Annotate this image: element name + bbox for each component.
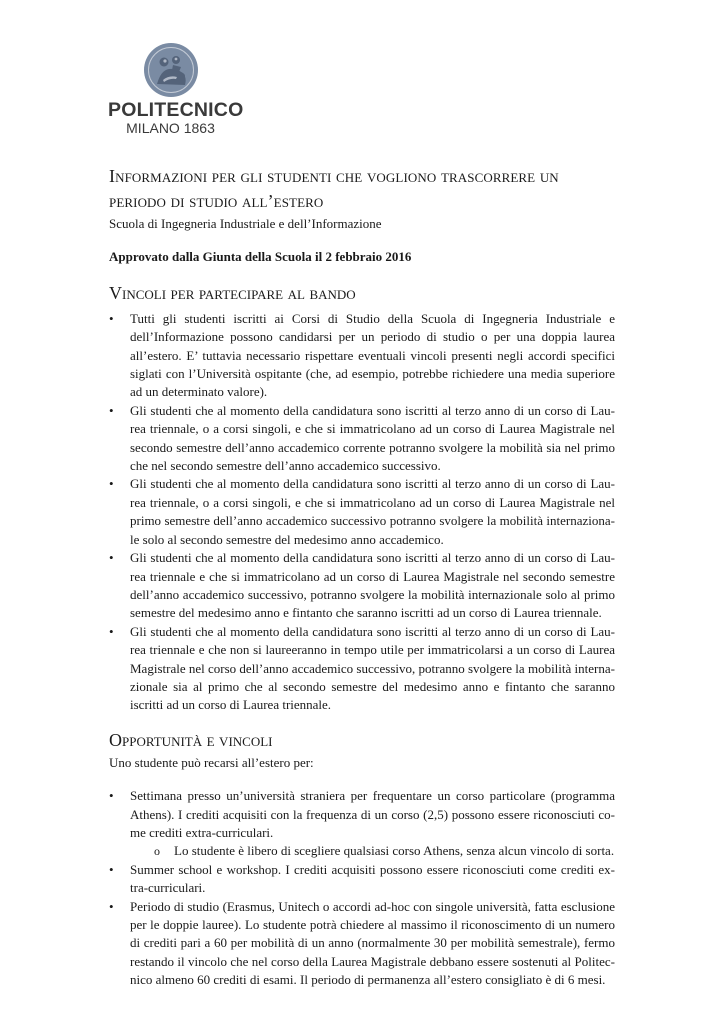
section-heading-vincoli: Vincoli per partecipare al bando bbox=[109, 282, 356, 303]
bullet-icon: • bbox=[109, 310, 114, 326]
logo-name: POLITECNICO bbox=[108, 99, 244, 121]
list-item bbox=[109, 549, 615, 623]
list-item-text: Summer school e workshop. I crediti acquisiti possono essere riconosciuti come crediti extra-curriculari. bbox=[130, 861, 615, 896]
list-item bbox=[109, 402, 615, 476]
list-item bbox=[109, 475, 615, 549]
sub-list-item bbox=[109, 842, 615, 860]
bullet-icon: • bbox=[109, 898, 114, 914]
list-item-text: Gli studenti che al momento della candidatura sono iscritti al terzo anno di un corso di Laurea triennale e che si immatricolano ad un corso di Laurea Magistrale nel secondo semestre dell’anno accademico successivo, potranno svolgere la mobilità internazionale solo al primo semestre del medesimo anno e fintanto che saranno iscritti ad un corso di Laurea triennale. bbox=[130, 550, 615, 621]
university-logo bbox=[108, 42, 244, 136]
list-item-text: Settimana presso un’università straniera per frequentare un corso particolare (programma Athens). I crediti acquisiti con la frequenza di un corso (2,5) possono essere riconosciuti come crediti extra-curriculari. bbox=[130, 788, 615, 840]
bullet-icon: • bbox=[109, 550, 114, 566]
list-item bbox=[109, 623, 615, 715]
bullet-icon: • bbox=[109, 476, 114, 492]
bullet-icon: • bbox=[109, 788, 114, 804]
list-item bbox=[109, 898, 615, 990]
bullet-icon: • bbox=[109, 861, 114, 877]
list-item-text: Gli studenti che al momento della candidatura sono iscritti al terzo anno di un corso di Laurea triennale, o a corsi singoli, e che si immatricolano ad un corso di Laurea Magistrale nel secondo semestre dell’anno accademico corrente potranno svolgere la mobilità sia nel primo che nel secondo semestre dell’anno accademico successivo. bbox=[130, 402, 615, 474]
approval-note: Approvato dalla Giunta della Scuola il 2 febbraio 2016 bbox=[109, 249, 412, 265]
list-item-text: Gli studenti che al momento della candidatura sono iscritti al terzo anno di un corso di Laurea triennale, o a corsi singoli, e che si immatricolano ad un corso di Laurea Magistrale nel primo semestre dell’anno accademico successivo potranno svolgere la mobilità internazionale solo al secondo semestre del medesimo anno accademico. bbox=[130, 476, 615, 547]
list-item bbox=[109, 787, 615, 842]
school-name: Scuola di Ingegneria Industriale e dell’Informazione bbox=[109, 216, 382, 231]
circle-bullet-icon: o bbox=[154, 844, 160, 859]
document-title: Informazioni per gli studenti che vogliono trascorrere un periodo di studio all’estero bbox=[109, 166, 559, 211]
bullet-icon: • bbox=[109, 402, 114, 418]
bullet-icon: • bbox=[109, 623, 114, 639]
university-seal-icon bbox=[143, 42, 199, 98]
list-item-text: Periodo di studio (Erasmus, Unitech o accordi ad-hoc con singole università, fatta esclusione per le doppie lauree). Lo studente potrà chiedere al massimo il riconoscimento di un numero di crediti pari a 60 per mobilità di un anno (normalmente 30 per mobilità semestrale), fermo restando il vincolo che nel corso della Laurea Magistrale debbano essere sostenuti al Politecnico almeno 60 crediti di esami. Il periodo di permanenza all’estero consigliato è di 6 mesi. bbox=[130, 898, 615, 988]
list-item-text: Tutti gli studenti iscritti ai Corsi di Studio della Scuola di Ingegneria Industriale e dell’Informazione possono candidarsi per un periodo di studio o per una doppia laurea all’estero. E’ tuttavia necessario rispettare eventuali vincoli presenti negli accordi specifici siglati con l’Università ospitante (che, ad esempio, potrebbe richiedere una media superiore ad un determinato valore). bbox=[130, 310, 615, 400]
list-item-text: Lo studente è libero di scegliere qualsiasi corso Athens, senza alcun vincolo di sorta. bbox=[174, 843, 615, 859]
logo-city: MILANO 1863 bbox=[126, 120, 215, 136]
list-item bbox=[109, 310, 615, 402]
opportunita-list bbox=[109, 787, 615, 989]
document-body bbox=[109, 164, 615, 990]
list-item bbox=[109, 861, 615, 898]
section-intro: Uno studente può recarsi all’estero per: bbox=[109, 754, 314, 770]
vincoli-list bbox=[109, 310, 615, 715]
section-heading-opportunita: Opportunità e vincoli bbox=[109, 729, 273, 750]
list-item-text: Gli studenti che al momento della candidatura sono iscritti al terzo anno di un corso di Laurea triennale e che non si laureeranno in tempo utile per immatricolarsi a un corso di Laurea Magistrale nel corso dell’anno accademico successivo, potranno svolgere la mobilità internazionale sia al primo che al secondo semestre del medesimo anno e fintanto che saranno iscritti ad un corso di Laurea triennale. bbox=[130, 623, 615, 713]
